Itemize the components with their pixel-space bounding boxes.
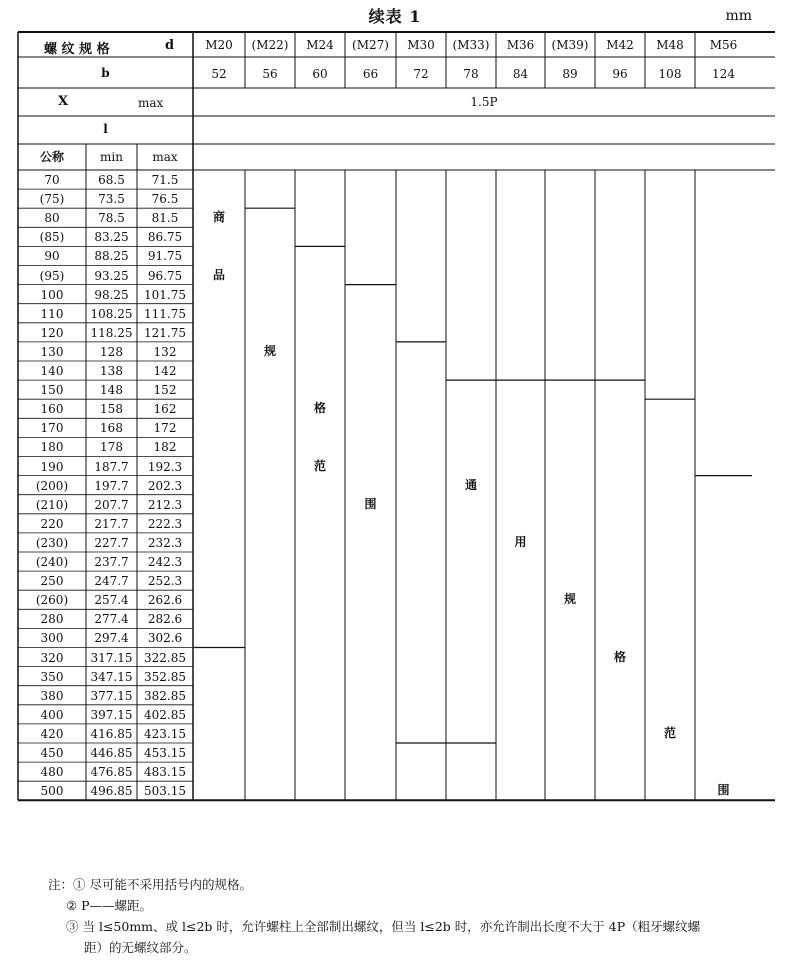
length-min: 138	[100, 364, 123, 378]
range-label-char: 范	[313, 458, 326, 473]
unit-label: mm	[725, 8, 752, 24]
length-nominal: (95)	[39, 268, 65, 283]
length-max: 402.85	[144, 707, 186, 722]
b-value: 108	[658, 67, 682, 81]
length-max: 212.3	[147, 497, 183, 512]
length-min: 68.5	[98, 173, 125, 187]
length-nominal: 190	[40, 459, 64, 474]
range-label-char: 商	[212, 210, 225, 225]
length-nominal: 480	[40, 765, 64, 780]
x-value: 1.5P	[470, 95, 498, 109]
length-nominal: 90	[44, 249, 60, 264]
range-label-char: 规	[263, 343, 276, 358]
length-min: 207.7	[94, 497, 129, 512]
length-min: 158	[100, 402, 123, 417]
length-max: 132	[153, 344, 177, 359]
length-min: 83.25	[94, 230, 129, 245]
length-max: 423.15	[144, 726, 186, 741]
x-label: X	[58, 94, 69, 109]
length-nominal: 150	[40, 383, 64, 398]
note-3-continued: 距）的无螺纹部分。	[84, 940, 197, 955]
length-max: 202.3	[147, 478, 183, 493]
length-nominal: 420	[40, 726, 64, 741]
b-value: 66	[362, 67, 379, 81]
max-header: max	[152, 150, 178, 164]
length-min: 98.25	[94, 287, 129, 302]
size-header: (M33)	[452, 38, 490, 52]
length-nominal: 80	[44, 211, 60, 226]
length-min: 73.5	[98, 192, 125, 207]
length-min: 227.7	[94, 535, 129, 550]
b-value: 96	[612, 67, 628, 81]
b-value: 72	[413, 67, 429, 81]
length-max: 121.75	[144, 325, 186, 340]
length-max: 302.6	[147, 631, 183, 646]
range-label-char: 格	[613, 649, 626, 664]
length-max: 111.75	[144, 306, 186, 321]
length-min: 237.7	[94, 555, 129, 569]
length-max: 503.15	[144, 784, 186, 799]
length-min: 317.15	[90, 650, 133, 665]
length-max: 91.75	[147, 249, 183, 264]
size-header: (M39)	[551, 38, 589, 52]
length-max: 262.6	[147, 593, 183, 608]
length-max: 142	[153, 364, 177, 378]
length-nominal: 170	[40, 421, 64, 436]
length-max: 101.75	[144, 287, 186, 302]
length-nominal: (200)	[35, 478, 69, 493]
length-nominal: 400	[40, 707, 64, 722]
length-nominal: 450	[40, 746, 64, 760]
length-min: 476.85	[90, 765, 133, 780]
length-nominal: (240)	[35, 555, 69, 569]
length-max: 282.6	[147, 612, 183, 627]
range-label-char: 通	[464, 477, 477, 492]
length-min: 118.25	[90, 325, 133, 340]
length-min: 217.7	[94, 516, 129, 531]
b-value: 56	[262, 67, 278, 81]
length-nominal: (210)	[35, 497, 69, 512]
length-min: 78.5	[98, 211, 125, 226]
min-header: min	[100, 150, 123, 164]
length-max: 86.75	[147, 230, 183, 245]
length-max: 232.3	[147, 535, 183, 550]
length-nominal: 300	[40, 631, 64, 646]
length-nominal: 100	[40, 287, 64, 302]
length-nominal: 350	[40, 669, 64, 684]
length-nominal: 120	[40, 325, 64, 340]
size-header: M24	[306, 38, 334, 52]
length-min: 128	[100, 344, 123, 359]
length-max: 322.85	[144, 650, 186, 665]
length-nominal: 280	[40, 612, 64, 627]
range-label-char: 围	[364, 496, 377, 511]
length-min: 187.7	[94, 459, 129, 474]
length-min: 416.85	[90, 726, 133, 741]
length-max: 76.5	[151, 192, 179, 207]
length-max: 162	[153, 402, 177, 417]
length-nominal: 140	[40, 364, 64, 378]
length-min: 148	[100, 383, 123, 398]
b-label: b	[101, 66, 110, 80]
b-value: 89	[562, 67, 578, 81]
length-max: 483.15	[144, 765, 186, 780]
b-value: 78	[463, 67, 479, 81]
length-min: 93.25	[94, 268, 129, 283]
range-label-char: 规	[563, 592, 576, 607]
length-min: 347.15	[90, 669, 133, 684]
length-nominal: 250	[40, 574, 64, 589]
length-nominal: 380	[40, 688, 64, 703]
length-min: 297.4	[94, 631, 129, 646]
length-min: 446.85	[90, 746, 133, 760]
length-max: 252.3	[147, 574, 183, 589]
length-min: 377.15	[90, 688, 133, 703]
length-nominal: (75)	[39, 192, 65, 207]
table-notes	[48, 874, 768, 958]
length-nominal: 320	[40, 650, 64, 665]
length-min: 397.15	[90, 707, 133, 722]
range-label-char: 范	[663, 725, 676, 740]
length-max: 96.75	[147, 268, 183, 283]
l-label: l	[103, 122, 108, 136]
length-max: 172	[153, 421, 177, 436]
note-2: ② P——螺距。	[66, 898, 153, 913]
length-max: 182	[153, 440, 177, 455]
x-max-label: max	[138, 96, 164, 110]
range-label-char: 品	[212, 267, 225, 282]
range-label-char: 格	[313, 401, 326, 416]
length-nominal: 130	[40, 344, 64, 359]
size-header: M48	[656, 38, 684, 52]
size-header: (M22)	[251, 38, 289, 52]
b-value: 84	[512, 67, 529, 81]
table-title: 续表 1	[368, 7, 422, 26]
size-header: M20	[205, 38, 233, 52]
length-nominal: 110	[40, 306, 64, 321]
length-nominal: (260)	[35, 593, 69, 608]
b-value: 60	[312, 67, 328, 81]
length-min: 178	[100, 440, 123, 455]
b-value: 52	[211, 67, 227, 81]
length-min: 496.85	[90, 784, 133, 799]
length-max: 453.15	[144, 746, 186, 760]
size-header: (M27)	[352, 38, 389, 52]
length-min: 277.4	[94, 612, 129, 627]
note-3: ③ 当 l≤50mm、或 l≤2b 时，允许螺柱上全部制出螺纹，但当 l≤2b 时，亦允许制出长度不大于 4P（粗牙螺纹螺	[66, 919, 701, 934]
length-max: 81.5	[151, 211, 179, 226]
spec-symbol: d	[165, 38, 175, 53]
length-min: 108.25	[90, 306, 133, 321]
b-value: 124	[712, 67, 735, 81]
size-header: M36	[506, 38, 535, 52]
size-header: M42	[606, 38, 634, 52]
length-min: 247.7	[94, 574, 129, 589]
length-max: 222.3	[147, 516, 183, 531]
range-label-char: 用	[514, 534, 527, 549]
length-nominal: 180	[40, 440, 64, 455]
length-max: 242.3	[147, 555, 183, 569]
note-1: 注：① 尽可能不采用括号内的规格。	[48, 877, 252, 892]
length-min: 197.7	[94, 478, 129, 493]
length-nominal: (230)	[35, 535, 69, 550]
range-label-char: 围	[717, 783, 730, 798]
length-max: 192.3	[147, 459, 183, 474]
length-min: 257.4	[94, 593, 129, 608]
length-min: 168	[100, 421, 123, 436]
spec-label: 螺 纹 规 格	[44, 42, 110, 57]
length-nominal: 220	[40, 516, 64, 531]
length-max: 71.5	[151, 173, 179, 187]
nominal-header: 公称	[39, 150, 64, 164]
size-header: M30	[407, 38, 435, 52]
length-max: 352.85	[144, 669, 186, 684]
length-max: 152	[153, 383, 177, 398]
length-nominal: 160	[40, 402, 64, 417]
length-nominal: 70	[44, 173, 60, 187]
size-header: M56	[709, 38, 738, 52]
length-max: 382.85	[144, 688, 186, 703]
length-nominal: 500	[40, 784, 64, 799]
length-min: 88.25	[94, 249, 129, 264]
length-nominal: (85)	[39, 230, 65, 245]
